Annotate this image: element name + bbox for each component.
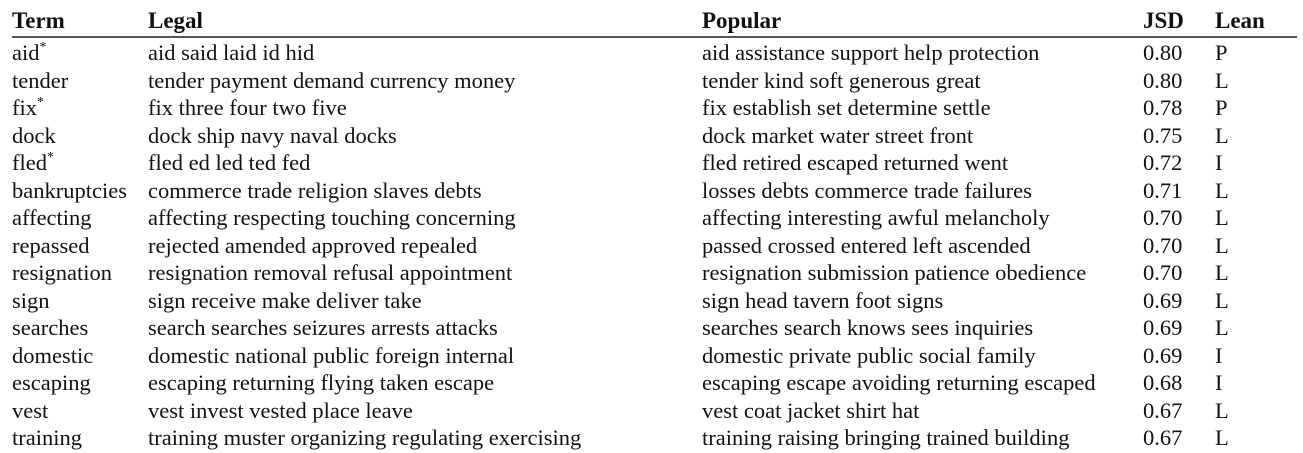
cell-lean: L <box>1215 287 1229 313</box>
cell-popular: fled retired escaped returned went <box>702 150 1009 175</box>
term-text: resignation <box>12 260 112 285</box>
cell-term <box>12 342 148 370</box>
cell-legal: search searches seizures arrests attacks <box>148 315 498 340</box>
table-row <box>12 342 1297 370</box>
cell-lean: P <box>1215 40 1228 65</box>
cell-term <box>12 204 148 232</box>
asterisk-marker: * <box>46 150 54 165</box>
cell-lean: P <box>1215 95 1228 120</box>
cell-term <box>12 369 148 397</box>
cell-popular: fix establish set determine settle <box>702 95 991 120</box>
cell-popular: vest coat jacket shirt hat <box>702 397 920 423</box>
cell-lean: L <box>1215 177 1229 203</box>
term-text: sign <box>12 287 50 313</box>
header-row <box>12 6 1297 37</box>
cell-legal: vest invest vested place leave <box>148 397 413 423</box>
table-row <box>12 149 1297 177</box>
cell-term <box>12 149 148 177</box>
table-row <box>12 424 1297 452</box>
cell-term <box>12 177 148 205</box>
asterisk-marker: * <box>39 40 47 55</box>
cell-lean: L <box>1215 205 1229 230</box>
cell-lean: L <box>1215 67 1229 93</box>
header-lean: Lean <box>1215 8 1265 33</box>
cell-lean: L <box>1215 260 1229 285</box>
cell-legal: resignation removal refusal appointment <box>148 260 513 285</box>
cell-term <box>12 259 148 287</box>
term-text: training <box>12 425 82 450</box>
table-row <box>12 369 1297 397</box>
term-text: dock <box>12 122 56 148</box>
cell-jsd: 0.69 <box>1143 315 1183 340</box>
cell-jsd: 0.72 <box>1143 150 1183 175</box>
cell-popular: aid assistance support help protection <box>702 40 1040 65</box>
cell-popular: escaping escape avoiding returning escaped <box>702 370 1096 395</box>
cell-term <box>12 424 148 452</box>
cell-legal: aid said laid id hid <box>148 40 315 65</box>
cell-jsd: 0.70 <box>1143 260 1183 285</box>
cell-legal: escaping returning flying taken escape <box>148 370 495 395</box>
cell-jsd: 0.67 <box>1143 425 1183 450</box>
table-row <box>12 397 1297 425</box>
cell-jsd: 0.70 <box>1143 232 1183 258</box>
cell-jsd: 0.69 <box>1143 342 1183 368</box>
cell-term <box>12 67 148 95</box>
term-text: repassed <box>12 232 90 258</box>
cell-legal: dock ship navy naval docks <box>148 122 397 148</box>
term-comparison-table <box>12 6 1297 452</box>
cell-lean: L <box>1215 315 1229 340</box>
cell-term <box>12 94 148 122</box>
cell-jsd: 0.80 <box>1143 40 1183 65</box>
term-text: tender <box>12 67 69 93</box>
header-jsd: JSD <box>1143 8 1184 33</box>
cell-jsd: 0.75 <box>1143 122 1183 148</box>
cell-term <box>12 397 148 425</box>
cell-popular: dock market water street front <box>702 122 974 148</box>
cell-popular: domestic private public social family <box>702 342 1036 368</box>
table-row <box>12 259 1297 287</box>
cell-jsd: 0.78 <box>1143 95 1183 120</box>
cell-lean: L <box>1215 425 1229 450</box>
cell-jsd: 0.67 <box>1143 397 1183 423</box>
header-legal: Legal <box>148 8 203 33</box>
cell-legal: tender payment demand currency money <box>148 67 516 93</box>
cell-popular: training raising bringing trained building <box>702 425 1070 450</box>
table-header <box>12 6 1297 37</box>
cell-popular: searches search knows sees inquiries <box>702 315 1034 340</box>
cell-jsd: 0.70 <box>1143 205 1183 230</box>
cell-lean: L <box>1215 122 1229 148</box>
table-row <box>12 177 1297 205</box>
cell-lean: I <box>1215 370 1223 395</box>
term-text: vest <box>12 397 49 423</box>
cell-popular: losses debts commerce trade failures <box>702 177 1032 203</box>
cell-term <box>12 314 148 342</box>
cell-popular: affecting interesting awful melancholy <box>702 205 1050 230</box>
table-row <box>12 314 1297 342</box>
cell-jsd: 0.69 <box>1143 287 1183 313</box>
term-text: fled <box>12 150 47 175</box>
cell-popular: tender kind soft generous great <box>702 67 981 93</box>
term-text: fix <box>12 95 37 120</box>
term-text: affecting <box>12 205 92 230</box>
table-row <box>12 122 1297 150</box>
cell-legal: sign receive make deliver take <box>148 287 422 313</box>
table-row <box>12 37 1297 67</box>
cell-term <box>12 287 148 315</box>
term-text: domestic <box>12 342 94 368</box>
cell-popular: resignation submission patience obedience <box>702 260 1087 285</box>
cell-jsd: 0.80 <box>1143 67 1183 93</box>
cell-term <box>12 122 148 150</box>
term-text: bankruptcies <box>12 177 127 203</box>
table-row <box>12 94 1297 122</box>
table-body <box>12 37 1297 452</box>
cell-legal: rejected amended approved repealed <box>148 232 478 258</box>
cell-lean: I <box>1215 342 1223 368</box>
cell-term <box>12 37 148 67</box>
cell-lean: I <box>1215 150 1223 175</box>
cell-legal: affecting respecting touching concerning <box>148 205 516 230</box>
cell-legal: commerce trade religion slaves debts <box>148 177 482 203</box>
cell-jsd: 0.68 <box>1143 370 1183 395</box>
table-row <box>12 232 1297 260</box>
asterisk-marker: * <box>37 95 44 110</box>
term-text: aid <box>12 40 40 65</box>
table-row <box>12 204 1297 232</box>
cell-legal: training muster organizing regulating exercising <box>148 425 582 450</box>
table-row <box>12 287 1297 315</box>
table-row <box>12 67 1297 95</box>
cell-legal: fled ed led ted fed <box>148 150 311 175</box>
header-popular: Popular <box>702 8 782 33</box>
cell-jsd: 0.71 <box>1143 177 1183 203</box>
cell-legal: domestic national public foreign internal <box>148 342 515 368</box>
cell-lean: L <box>1215 397 1229 423</box>
header-term: Term <box>12 8 65 33</box>
cell-popular: passed crossed entered left ascended <box>702 232 1031 258</box>
term-text: searches <box>12 315 89 340</box>
cell-lean: L <box>1215 232 1229 258</box>
term-text: escaping <box>12 370 91 395</box>
cell-term <box>12 232 148 260</box>
cell-popular: sign head tavern foot signs <box>702 287 944 313</box>
cell-legal: fix three four two five <box>148 95 347 120</box>
